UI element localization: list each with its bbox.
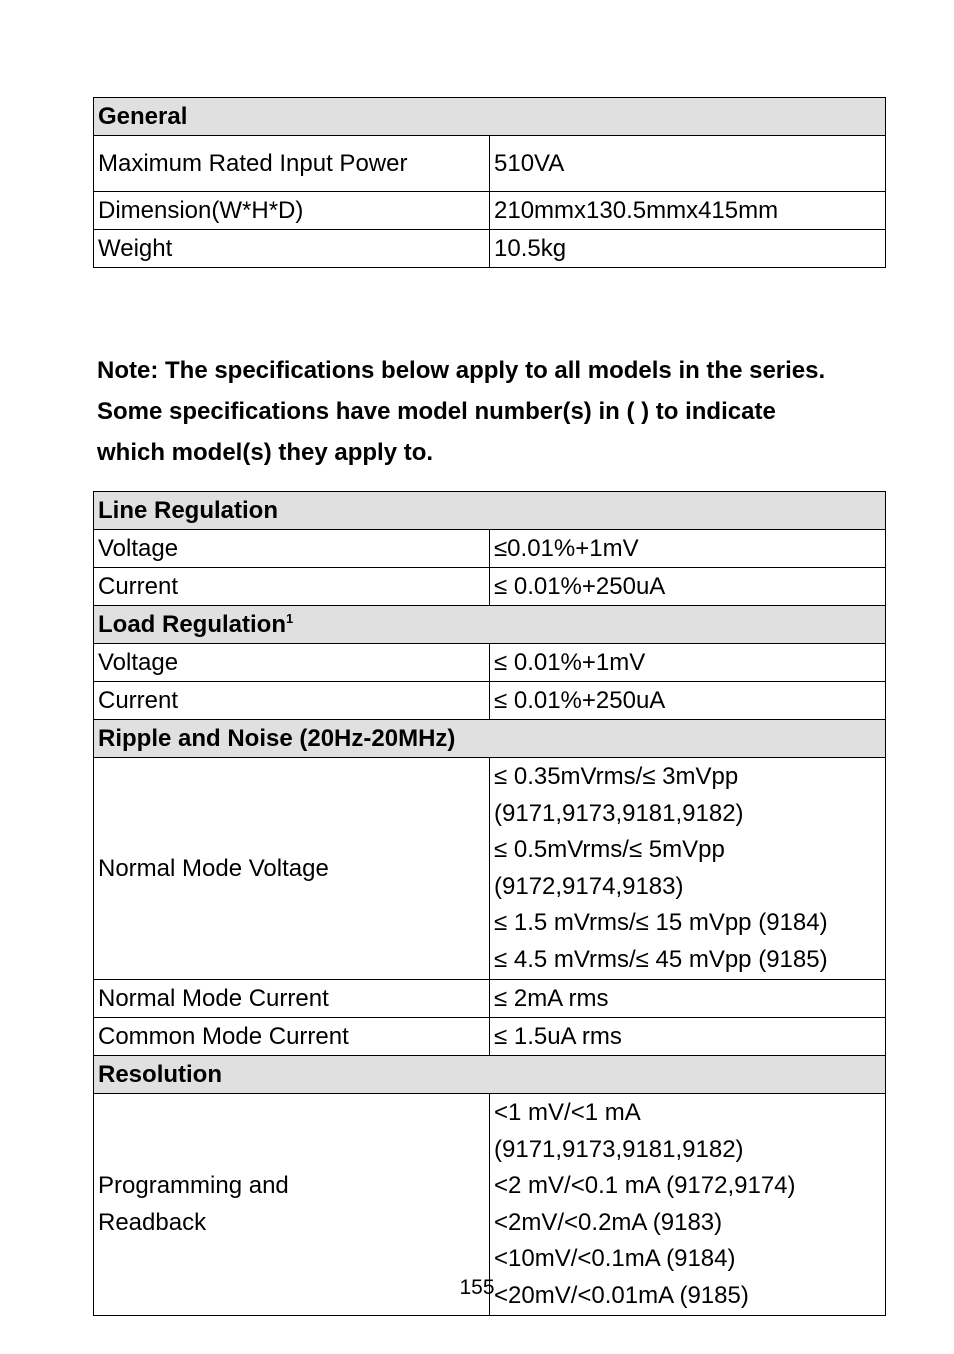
- spec-label: Voltage: [94, 530, 490, 568]
- spec-value: ≤ 1.5uA rms: [490, 1018, 886, 1056]
- spec-value-line: <2 mV/<0.1 mA (9172,9174): [494, 1172, 796, 1199]
- spec-label: Normal Mode Voltage: [94, 758, 490, 980]
- section-header-load-regulation: [94, 606, 886, 644]
- general-spec-table: [93, 97, 886, 268]
- spec-value-line: <2mV/<0.2mA (9183): [494, 1208, 723, 1236]
- spec-value-line: ≤ 0.5mVrms/≤ 5mVpp (9172,9174,9183): [494, 836, 725, 900]
- spec-value: ≤ 0.01%+250uA: [490, 568, 886, 606]
- spec-label: Normal Mode Current: [94, 980, 490, 1018]
- table-header-row: [94, 1056, 886, 1094]
- spec-value-line: ≤ 1.5 mVrms/≤ 15 mVpp (9184): [494, 909, 828, 936]
- section-header-text: Load Regulation: [98, 610, 286, 638]
- spec-value: 510VA: [490, 136, 886, 192]
- table-header-row: [94, 606, 886, 644]
- spec-label: Voltage: [94, 644, 490, 682]
- section-header-general: General: [94, 98, 886, 136]
- note-line: which model(s) they apply to.: [97, 439, 434, 466]
- spec-label: Common Mode Current: [94, 1018, 490, 1056]
- spec-value-line: <20mV/<0.01mA (9185): [494, 1281, 749, 1309]
- series-note: [97, 350, 897, 473]
- spec-label: Dimension(W*H*D): [94, 192, 490, 230]
- page-number: 155: [459, 1276, 495, 1299]
- table-row: [94, 230, 886, 268]
- spec-label-line: Readback: [98, 1208, 207, 1236]
- table-row: [94, 192, 886, 230]
- table-row: [94, 682, 886, 720]
- table-row: [94, 568, 886, 606]
- spec-value-line: <10mV/<0.1mA (9184): [494, 1245, 736, 1272]
- footnote-marker: 1: [286, 610, 294, 626]
- spec-value: 10.5kg: [490, 230, 886, 268]
- note-line: Note: The specifications below apply to all models in the series.: [97, 357, 826, 384]
- spec-label: Weight: [94, 230, 490, 268]
- spec-value: ≤0.01%+1mV: [490, 530, 886, 568]
- spec-label: Maximum Rated Input Power: [94, 136, 490, 192]
- spec-value-line: (9171,9173,9181,9182): [494, 799, 744, 827]
- table-row: [94, 758, 886, 980]
- spec-label: Current: [94, 568, 490, 606]
- spec-value: ≤ 2mA rms: [490, 980, 886, 1018]
- spec-value: ≤ 0.01%+1mV: [490, 644, 886, 682]
- section-header-ripple-noise: Ripple and Noise (20Hz-20MHz): [94, 720, 886, 758]
- table-row: [94, 136, 886, 192]
- note-line: Some specifications have model number(s) in ( ) to indicate: [97, 398, 776, 425]
- spec-value-line: <1 mV/<1 mA (9171,9173,9181,9182): [494, 1099, 744, 1163]
- table-header-row: [94, 98, 886, 136]
- spec-label: Current: [94, 682, 490, 720]
- section-header-resolution: Resolution: [94, 1056, 886, 1094]
- table-row: [94, 644, 886, 682]
- table-header-row: [94, 720, 886, 758]
- spec-value: 210mmx130.5mmx415mm: [490, 192, 886, 230]
- table-row: [94, 1018, 886, 1056]
- spec-value-line: ≤ 4.5 mVrms/≤ 45 mVpp (9185): [494, 945, 828, 973]
- table-row: [94, 530, 886, 568]
- regulation-spec-table: [93, 491, 886, 1316]
- section-header-line-regulation: Line Regulation: [94, 492, 886, 530]
- spec-value-line: ≤ 0.35mVrms/≤ 3mVpp: [494, 763, 739, 790]
- table-row: [94, 980, 886, 1018]
- spec-label-line: Programming and: [98, 1172, 289, 1199]
- spec-value: ≤ 0.01%+250uA: [490, 682, 886, 720]
- table-header-row: [94, 492, 886, 530]
- spec-value-list: [490, 758, 886, 980]
